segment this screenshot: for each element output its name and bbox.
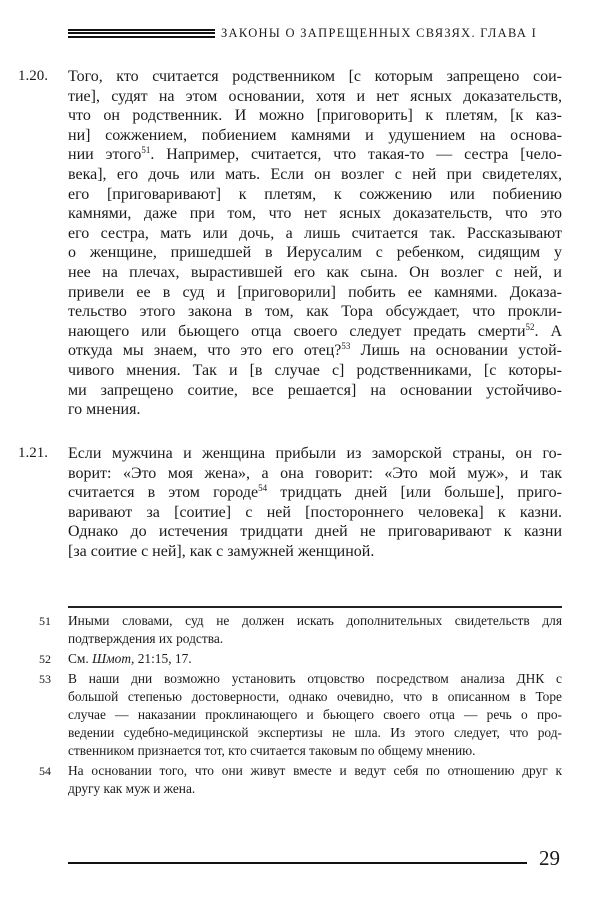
- text-segment: что он родственник. И можно [приговорить] к плетям, [к каз-: [68, 107, 562, 125]
- text-segment: ственником признается тот, кто считается таковым по общему мнению.: [68, 742, 476, 758]
- text-segment: тридцать дней [или больше], приго-: [267, 484, 563, 502]
- text-segment: варивают за [соитие] с ней [постороннего человека] к казни.: [68, 503, 562, 521]
- text-line: [68, 612, 562, 630]
- text-segment: считается в этом городе: [68, 484, 259, 502]
- text-segment: случае — наказании проклинающего и бьющего своего отца — речь о про-: [68, 706, 562, 722]
- text-segment: нающего или бьющего отца своего следует предать смерти: [68, 322, 526, 340]
- text-segment: Иными словами, суд не должен искать дополнительных свидетельств для: [68, 613, 562, 628]
- text-line: [68, 688, 562, 706]
- text-line: [68, 283, 562, 303]
- text-segment: [за соитие с ней], как с замужней женщиной.: [68, 542, 375, 560]
- footnote-number: 51: [39, 614, 51, 628]
- footnote-number: 52: [39, 652, 51, 667]
- text-line: [68, 542, 562, 562]
- paragraph-1-21: [18, 444, 563, 562]
- text-segment: Лишь на основании устой-: [350, 342, 562, 360]
- text-line: [68, 706, 562, 724]
- text-line: [68, 742, 562, 760]
- text-line: [68, 444, 562, 464]
- text-line: [68, 522, 562, 542]
- text-line: [68, 87, 562, 107]
- footnote-ref[interactable]: 51: [141, 145, 151, 156]
- text-segment: нее на плечах, вырастившей его как сына. Он возлег с ней, и: [68, 263, 562, 281]
- text-line: [68, 503, 562, 523]
- text-line: [68, 670, 562, 688]
- footnote: [39, 670, 562, 759]
- italic-text: Шмот: [92, 651, 131, 667]
- text-line: [68, 630, 562, 648]
- text-segment: чивого мнения. Так и [в случае с] родственниками, [с которы-: [68, 361, 562, 379]
- text-segment: большой степенью достоверности, однако очевидно, что в описанном в Торе: [68, 689, 562, 705]
- text-segment: Того, кто считается родственником [с которым запрещено сои-: [68, 68, 562, 85]
- running-header: [68, 24, 562, 42]
- footnote-separator: [68, 606, 562, 608]
- text-segment: привели ее в суд и [приговорили] побить ее камнями. Доказа-: [68, 283, 562, 301]
- header-rule-decoration: [68, 29, 215, 38]
- text-segment: века], его дочь или мать. Если он возлег с ней при свидетелях,: [68, 165, 562, 183]
- paragraph-number: 1.21.: [18, 445, 48, 461]
- footnote-ref[interactable]: 53: [341, 341, 351, 352]
- text-line: [68, 650, 562, 668]
- text-line: [68, 361, 562, 381]
- text-line: [68, 185, 562, 205]
- page-number: 29: [539, 846, 560, 870]
- text-line: [68, 106, 562, 126]
- text-line: [68, 724, 562, 742]
- footnote: [39, 762, 562, 798]
- text-line: [68, 204, 562, 224]
- text-segment: его [приговаривают] к плетям, к сожжению или побиению: [68, 185, 562, 203]
- text-segment: ведении судебно-медицинской экспертизы не шла. Из этого следует, что род-: [68, 724, 562, 740]
- text-line: [68, 263, 562, 283]
- text-line: [68, 341, 562, 361]
- text-segment: ни] сожжением, побиением камнями и удушением на основа-: [68, 126, 562, 144]
- text-line: [68, 400, 562, 420]
- footnote: [39, 650, 562, 668]
- footnote-ref[interactable]: 54: [258, 483, 268, 494]
- text-segment: нии этого: [68, 146, 142, 164]
- text-segment: Однако до истечения тридцати дней не приговаривают к казни: [68, 523, 562, 541]
- text-line: [68, 322, 562, 342]
- text-line: [68, 464, 562, 484]
- text-line: [68, 145, 562, 165]
- paragraph-1-20: [18, 67, 563, 420]
- text-line: [68, 762, 562, 780]
- text-segment: тельство этого закона в том, как Тора обсуждает, что прокли-: [68, 303, 562, 321]
- text-line: [68, 483, 562, 503]
- footnote-number: 53: [39, 672, 51, 687]
- text-line: [68, 243, 562, 263]
- text-segment: На основании того, что они живут вместе и ведут себя по отношению друг к: [68, 762, 562, 778]
- text-segment: В наши дни возможно установить отцовство посредством анализа ДНК с: [68, 671, 562, 687]
- footnote-number: 54: [39, 763, 51, 778]
- running-title: ЗАКОНЫ О ЗАПРЕЩЕННЫХ СВЯЗЯХ. ГЛАВА I: [221, 25, 538, 40]
- text-line: [68, 67, 562, 87]
- text-segment: . Например, считается, что такая-то — сестра [чело-: [150, 146, 563, 164]
- text-line: [68, 381, 562, 401]
- text-segment: тие], судят на этом основании, хотя и нет ясных доказательств,: [68, 87, 562, 105]
- footnotes: [39, 612, 562, 800]
- footnote: [39, 612, 562, 648]
- text-segment: Если мужчина и женщина прибыли из заморской страны, он го-: [68, 445, 562, 462]
- text-segment: откуда мы знаем, что это его отец?: [68, 342, 342, 360]
- text-segment: другу как муж и жена.: [68, 780, 196, 796]
- text-segment: . А: [534, 322, 563, 340]
- text-segment: камнями, даже при том, что нет ясных доказательств, что это: [68, 205, 562, 223]
- text-line: [68, 224, 562, 244]
- paragraph-number: 1.20.: [18, 68, 48, 84]
- text-line: [68, 302, 562, 322]
- footer-rule: [68, 862, 527, 864]
- text-segment: , 21:15, 17.: [131, 651, 192, 667]
- text-segment: ворит: «Это моя жена», а она говорит: «Это мой муж», и так: [68, 464, 562, 482]
- text-segment: его сестра, мать или дочь, а лишь считается так. Рассказывают: [68, 224, 562, 242]
- footnote-ref[interactable]: 52: [525, 321, 535, 332]
- text-segment: См.: [68, 651, 93, 667]
- text-segment: подтверждения их родства.: [68, 630, 224, 646]
- text-segment: го мнения.: [68, 401, 141, 419]
- text-segment: ми запрещено соитие, все решается] на основании устойчиво-: [68, 381, 562, 399]
- text-line: [68, 126, 562, 146]
- text-segment: о женщине, пришедшей в Иерусалим с ребенком, сидящим у: [68, 244, 562, 262]
- text-line: [68, 780, 562, 798]
- text-line: [68, 165, 562, 185]
